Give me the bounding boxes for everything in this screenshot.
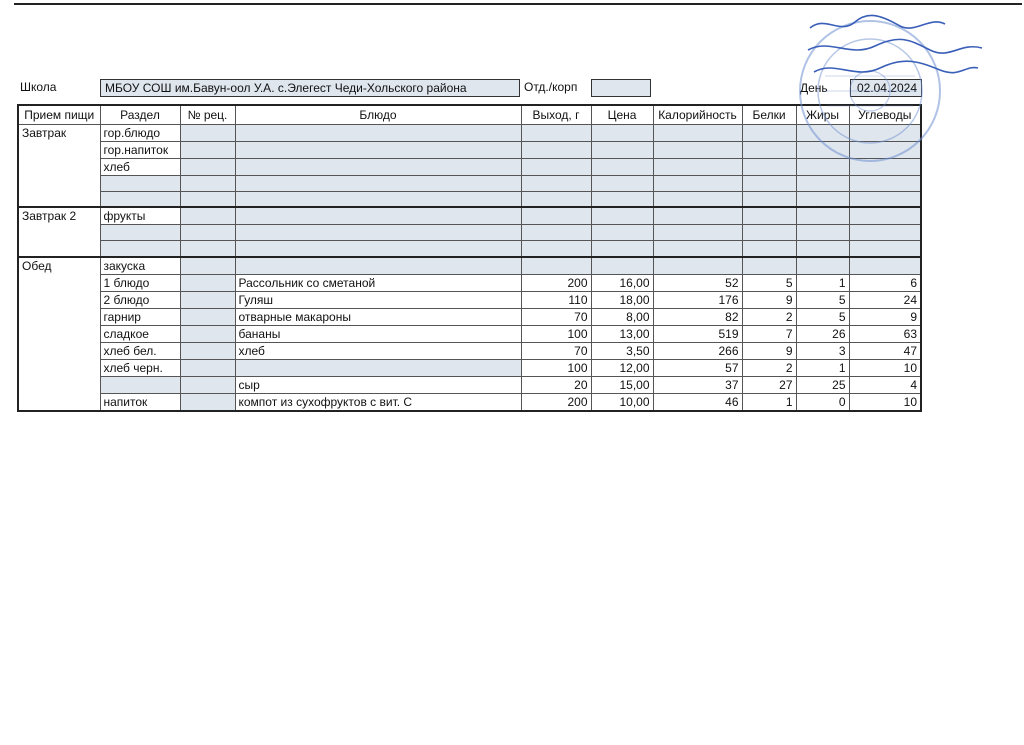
cell-section[interactable]	[100, 175, 180, 191]
cell-dish[interactable]	[235, 124, 521, 141]
cell-section[interactable]: 2 блюдо	[100, 291, 180, 308]
cell-protein[interactable]: 2	[742, 359, 796, 376]
table-row	[18, 257, 921, 275]
column-header: Выход, г	[521, 105, 591, 124]
table-row	[18, 274, 921, 291]
day-label: День	[800, 81, 828, 95]
cell-kcal[interactable]	[653, 158, 742, 175]
cell-fat[interactable]	[796, 141, 849, 158]
cell-yield[interactable]: 200	[521, 274, 591, 291]
dept-label: Отд./корп	[524, 80, 578, 94]
cell-recipe[interactable]	[180, 257, 235, 275]
dept-field[interactable]	[591, 79, 651, 97]
cell-recipe[interactable]	[180, 342, 235, 359]
cell-kcal[interactable]	[653, 141, 742, 158]
cell-yield[interactable]: 200	[521, 393, 591, 411]
cell-recipe[interactable]	[180, 241, 235, 257]
cell-kcal[interactable]: 82	[653, 308, 742, 325]
cell-price[interactable]	[591, 158, 653, 175]
table-row	[18, 141, 921, 158]
cell-protein[interactable]: 27	[742, 376, 796, 393]
school-name-field[interactable]: МБОУ СОШ им.Бавун-оол У.А. с.Элегест Чеди-Хольского района	[100, 79, 520, 97]
cell-section[interactable]: закуска	[100, 257, 180, 275]
table-row	[18, 393, 921, 411]
cell-fat[interactable]: 0	[796, 393, 849, 411]
cell-carbs[interactable]: 10	[849, 393, 921, 411]
cell-fat[interactable]	[796, 257, 849, 275]
director-signature	[800, 10, 990, 85]
cell-price[interactable]	[591, 191, 653, 207]
meal-name: Обед	[18, 257, 100, 411]
cell-kcal[interactable]	[653, 257, 742, 275]
cell-kcal[interactable]: 176	[653, 291, 742, 308]
cell-protein[interactable]: 2	[742, 308, 796, 325]
cell-protein[interactable]	[742, 207, 796, 225]
cell-price[interactable]	[591, 124, 653, 141]
cell-section[interactable]: хлеб черн.	[100, 359, 180, 376]
cell-dish[interactable]: компот из сухофруктов с вит. С	[235, 393, 521, 411]
cell-dish[interactable]	[235, 241, 521, 257]
cell-protein[interactable]	[742, 191, 796, 207]
cell-kcal[interactable]: 57	[653, 359, 742, 376]
day-field[interactable]: 02.04.2024	[850, 79, 922, 97]
cell-yield[interactable]	[521, 207, 591, 225]
cell-kcal[interactable]	[653, 207, 742, 225]
cell-yield[interactable]	[521, 191, 591, 207]
cell-fat[interactable]: 1	[796, 359, 849, 376]
cell-carbs[interactable]	[849, 241, 921, 257]
cell-recipe[interactable]	[180, 325, 235, 342]
table-row	[18, 124, 921, 141]
cell-carbs[interactable]	[849, 225, 921, 241]
cell-section[interactable]: напиток	[100, 393, 180, 411]
cell-fat[interactable]: 5	[796, 308, 849, 325]
cell-kcal[interactable]: 52	[653, 274, 742, 291]
cell-yield[interactable]: 100	[521, 359, 591, 376]
cell-price[interactable]: 3,50	[591, 342, 653, 359]
menu-table	[17, 104, 922, 412]
cell-price[interactable]	[591, 207, 653, 225]
column-header: Прием пищи	[18, 105, 100, 124]
cell-fat[interactable]: 1	[796, 274, 849, 291]
table-row	[18, 359, 921, 376]
cell-fat[interactable]	[796, 158, 849, 175]
cell-price[interactable]: 18,00	[591, 291, 653, 308]
table-row	[18, 308, 921, 325]
cell-fat[interactable]	[796, 191, 849, 207]
cell-section[interactable]: гарнир	[100, 308, 180, 325]
cell-recipe[interactable]	[180, 376, 235, 393]
cell-kcal[interactable]	[653, 225, 742, 241]
school-label: Школа	[20, 80, 57, 94]
cell-price[interactable]	[591, 175, 653, 191]
cell-kcal[interactable]: 519	[653, 325, 742, 342]
cell-yield[interactable]: 70	[521, 308, 591, 325]
cell-recipe[interactable]	[180, 308, 235, 325]
cell-carbs[interactable]	[849, 141, 921, 158]
cell-carbs[interactable]	[849, 175, 921, 191]
cell-protein[interactable]: 7	[742, 325, 796, 342]
cell-fat[interactable]	[796, 241, 849, 257]
cell-yield[interactable]: 110	[521, 291, 591, 308]
cell-protein[interactable]	[742, 158, 796, 175]
cell-yield[interactable]	[521, 124, 591, 141]
cell-recipe[interactable]	[180, 141, 235, 158]
cell-yield[interactable]	[521, 175, 591, 191]
cell-kcal[interactable]: 46	[653, 393, 742, 411]
cell-protein[interactable]	[742, 175, 796, 191]
cell-kcal[interactable]	[653, 191, 742, 207]
cell-carbs[interactable]	[849, 257, 921, 275]
cell-yield[interactable]	[521, 225, 591, 241]
cell-dish[interactable]: хлеб	[235, 342, 521, 359]
column-header: № рец.	[180, 105, 235, 124]
column-header: Блюдо	[235, 105, 521, 124]
page-top-border	[14, 3, 1022, 5]
column-header: Белки	[742, 105, 796, 124]
cell-dish[interactable]	[235, 207, 521, 225]
cell-price[interactable]: 15,00	[591, 376, 653, 393]
cell-carbs[interactable]	[849, 207, 921, 225]
cell-section[interactable]	[100, 191, 180, 207]
column-header: Раздел	[100, 105, 180, 124]
table-row	[18, 291, 921, 308]
cell-yield[interactable]	[521, 241, 591, 257]
cell-dish[interactable]: Рассольник со сметаной	[235, 274, 521, 291]
cell-section[interactable]: хлеб	[100, 158, 180, 175]
cell-yield[interactable]: 100	[521, 325, 591, 342]
cell-kcal[interactable]	[653, 241, 742, 257]
cell-price[interactable]: 10,00	[591, 393, 653, 411]
table-row	[18, 325, 921, 342]
cell-carbs[interactable]	[849, 191, 921, 207]
cell-protein[interactable]	[742, 124, 796, 141]
meal-name: Завтрак 2	[18, 207, 100, 257]
cell-protein[interactable]: 5	[742, 274, 796, 291]
cell-fat[interactable]: 26	[796, 325, 849, 342]
cell-fat[interactable]: 25	[796, 376, 849, 393]
table-row	[18, 207, 921, 225]
cell-dish[interactable]	[235, 225, 521, 241]
cell-dish[interactable]: отварные макароны	[235, 308, 521, 325]
cell-protein[interactable]	[742, 225, 796, 241]
cell-recipe[interactable]	[180, 225, 235, 241]
cell-fat[interactable]	[796, 225, 849, 241]
cell-price[interactable]	[591, 225, 653, 241]
cell-carbs[interactable]: 4	[849, 376, 921, 393]
cell-fat[interactable]	[796, 124, 849, 141]
cell-price[interactable]	[591, 241, 653, 257]
cell-yield[interactable]: 70	[521, 342, 591, 359]
cell-carbs[interactable]: 10	[849, 359, 921, 376]
cell-dish[interactable]	[235, 141, 521, 158]
cell-section[interactable]: 1 блюдо	[100, 274, 180, 291]
cell-recipe[interactable]	[180, 175, 235, 191]
cell-recipe[interactable]	[180, 191, 235, 207]
meal-name: Завтрак	[18, 124, 100, 207]
cell-recipe[interactable]	[180, 158, 235, 175]
cell-price[interactable]: 8,00	[591, 308, 653, 325]
cell-kcal[interactable]	[653, 175, 742, 191]
cell-price[interactable]	[591, 141, 653, 158]
cell-protein[interactable]	[742, 257, 796, 275]
cell-section[interactable]: гор.блюдо	[100, 124, 180, 141]
cell-dish[interactable]: сыр	[235, 376, 521, 393]
cell-kcal[interactable]: 37	[653, 376, 742, 393]
cell-protein[interactable]	[742, 141, 796, 158]
cell-fat[interactable]: 3	[796, 342, 849, 359]
table-header-row	[18, 105, 921, 124]
cell-price[interactable]: 16,00	[591, 274, 653, 291]
cell-dish[interactable]	[235, 158, 521, 175]
cell-fat[interactable]	[796, 175, 849, 191]
cell-yield[interactable]	[521, 257, 591, 275]
cell-recipe[interactable]	[180, 291, 235, 308]
cell-kcal[interactable]: 266	[653, 342, 742, 359]
column-header: Калорийность	[653, 105, 742, 124]
cell-carbs[interactable]	[849, 158, 921, 175]
cell-section[interactable]	[100, 241, 180, 257]
cell-carbs[interactable]: 47	[849, 342, 921, 359]
cell-carbs[interactable]: 9	[849, 308, 921, 325]
cell-section[interactable]	[100, 376, 180, 393]
cell-protein[interactable]: 9	[742, 291, 796, 308]
cell-section[interactable]: хлеб бел.	[100, 342, 180, 359]
column-header: Жиры	[796, 105, 849, 124]
cell-fat[interactable]	[796, 207, 849, 225]
cell-yield[interactable]	[521, 158, 591, 175]
cell-carbs[interactable]: 63	[849, 325, 921, 342]
table-row	[18, 175, 921, 191]
cell-section[interactable]	[100, 225, 180, 241]
cell-dish[interactable]: бананы	[235, 325, 521, 342]
table-row	[18, 191, 921, 207]
cell-carbs[interactable]	[849, 124, 921, 141]
table-row	[18, 225, 921, 241]
cell-recipe[interactable]	[180, 359, 235, 376]
column-header: Цена	[591, 105, 653, 124]
table-row	[18, 342, 921, 359]
cell-carbs[interactable]: 24	[849, 291, 921, 308]
cell-dish[interactable]	[235, 257, 521, 275]
cell-dish[interactable]	[235, 359, 521, 376]
cell-dish[interactable]: Гуляш	[235, 291, 521, 308]
cell-price[interactable]: 12,00	[591, 359, 653, 376]
cell-kcal[interactable]	[653, 124, 742, 141]
cell-protein[interactable]: 1	[742, 393, 796, 411]
cell-yield[interactable]: 20	[521, 376, 591, 393]
cell-yield[interactable]	[521, 141, 591, 158]
cell-dish[interactable]	[235, 175, 521, 191]
cell-recipe[interactable]	[180, 393, 235, 411]
table-row	[18, 241, 921, 257]
cell-section[interactable]: сладкое	[100, 325, 180, 342]
table-row	[18, 158, 921, 175]
table-row	[18, 376, 921, 393]
cell-carbs[interactable]: 6	[849, 274, 921, 291]
cell-section[interactable]: гор.напиток	[100, 141, 180, 158]
cell-protein[interactable]: 9	[742, 342, 796, 359]
cell-dish[interactable]	[235, 191, 521, 207]
cell-fat[interactable]: 5	[796, 291, 849, 308]
cell-recipe[interactable]	[180, 207, 235, 225]
cell-recipe[interactable]	[180, 124, 235, 141]
cell-section[interactable]: фрукты	[100, 207, 180, 225]
cell-protein[interactable]	[742, 241, 796, 257]
cell-recipe[interactable]	[180, 274, 235, 291]
column-header: Углеводы	[849, 105, 921, 124]
cell-price[interactable]	[591, 257, 653, 275]
cell-price[interactable]: 13,00	[591, 325, 653, 342]
